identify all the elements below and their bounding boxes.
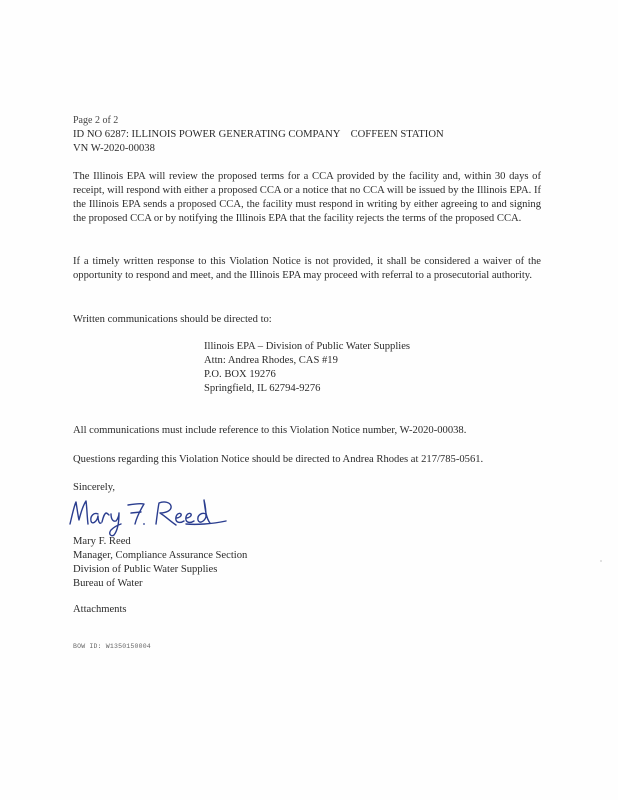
waiver-paragraph: If a timely written response to this Violation Notice is not provided, it shall be considered a waiver of the opportunity to respond and meet, and the Illinois EPA may proceed with referral to a prosecutorial authority. [73, 256, 541, 281]
communications-intro: Written communications should be directed to: [73, 314, 272, 325]
address-line-4: Springfield, IL 62794-9276 [204, 383, 321, 394]
address-line-1: Illinois EPA – Division of Public Water Supplies [204, 341, 411, 352]
signer-block [73, 535, 247, 591]
signer-division: Division of Public Water Supplies [73, 564, 218, 575]
page-number: Page 2 of 2 [73, 115, 119, 126]
signer-name: Mary F. Reed [73, 536, 131, 547]
violation-notice-number: VN W-2020-00038 [73, 143, 155, 154]
cca-review-paragraph: The Illinois EPA will review the proposed terms for a CCA provided by the facility and, within 30 days of receipt, will respond with either a proposed CCA or a notice that no CCA will be issued by the Illinois EPA. If the Illinois EPA sends a proposed CCA, the facility must respond in writing by either agreeing to and signing the proposed CCA or by notifying the Illinois EPA that the facility rejects the terms of the proposed CCA. [73, 171, 541, 224]
page-header [73, 114, 553, 156]
bow-id-footer: BOW ID: W1350150004 [73, 643, 151, 650]
facility-id-line: ID NO 6287: ILLINOIS POWER GENERATING COMPANY COFFEEN STATION [73, 129, 444, 140]
handwritten-signature [64, 494, 234, 538]
mailing-address [204, 340, 534, 396]
address-line-3: P.O. BOX 19276 [204, 369, 276, 380]
signer-title: Manager, Compliance Assurance Section [73, 550, 248, 561]
closing-salutation: Sincerely, [73, 482, 115, 493]
reference-paragraph: All communications must include reference to this Violation Notice number, W-2020-00038. [73, 425, 467, 436]
scan-speck [600, 560, 602, 562]
questions-paragraph: Questions regarding this Violation Notice should be directed to Andrea Rhodes at 217/785-0561. [73, 454, 484, 465]
address-line-2: Attn: Andrea Rhodes, CAS #19 [204, 355, 338, 366]
signer-bureau: Bureau of Water [73, 578, 143, 589]
attachments-label: Attachments [73, 604, 127, 615]
